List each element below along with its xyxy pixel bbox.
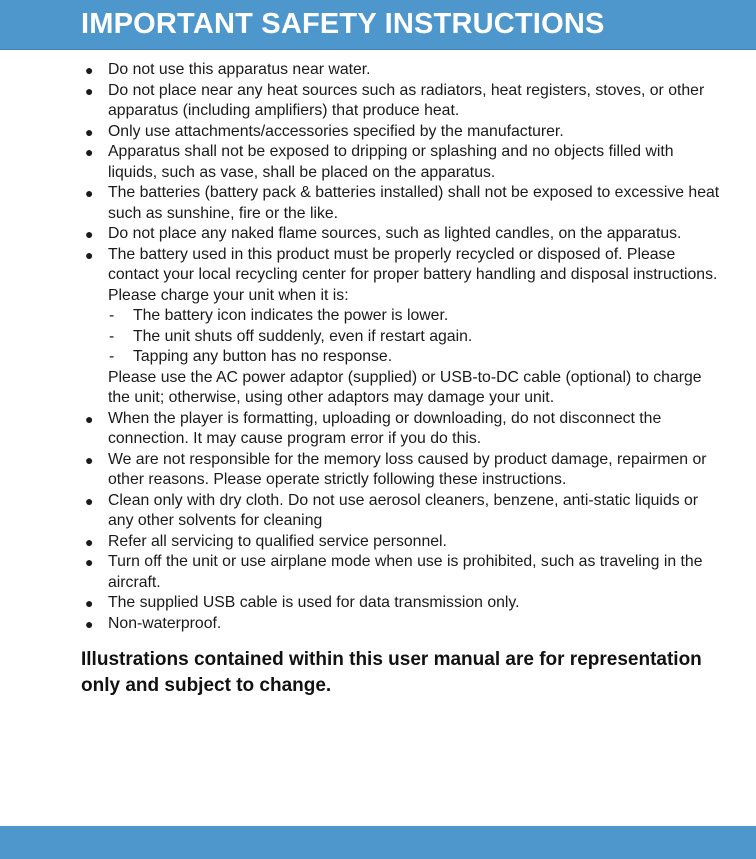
dash-marker: - [109,348,115,365]
bullet-icon: ● [85,123,94,140]
bullet-icon: ● [85,451,94,468]
rule-text: Refer all servicing to qualified service personnel. [108,532,447,550]
bullet-icon: ● [85,62,94,78]
bullet-icon: ● [85,246,94,263]
list-item [81,81,721,122]
list-item [81,60,721,81]
adaptor-note: Please use the AC power adaptor (supplied) or USB-to-DC cable (optional) to charge the unit; otherwise, using other adaptors may damage your unit. [108,368,702,406]
rule-text: Do not place any naked flame sources, such as lighted candles, on the apparatus. [108,225,682,242]
bullet-icon: ● [85,82,94,99]
rule-text: Do not place near any heat sources such as radiators, heat registers, stoves, or other apparatus (including amplifiers) that produce heat. [108,81,705,119]
rule-text: Turn off the unit or use airplane mode when use is prohibited, such as traveling in the aircraft. [108,553,703,591]
list-item [81,593,721,614]
bullet-icon: ● [85,410,94,427]
footer-bar [0,826,756,859]
rule-text: Non-waterproof. [108,614,222,632]
bullet-icon: ● [85,595,94,611]
list-item [81,491,721,532]
dash-marker: - [109,327,115,345]
charge-condition [108,327,721,348]
rule-text: The supplied USB cable is used for data transmission only. [108,594,520,611]
charge-condition-text: The unit shuts off suddenly, even if restart again. [133,327,473,345]
bullet-icon: ● [85,226,94,242]
list-item [81,122,721,143]
list-item [81,142,721,183]
bullet-icon: ● [85,533,94,550]
rule-text: Do not use this apparatus near water. [108,61,371,78]
safety-instructions-list [81,60,721,634]
bullet-icon: ● [85,144,94,160]
list-item [81,532,721,553]
page-title: IMPORTANT SAFETY INSTRUCTIONS [81,8,605,40]
rule-text: We are not responsible for the memory loss caused by product damage, repairmen or other reasons. Please operate strictly following these instructions. [108,450,707,488]
rule-text: Clean only with dry cloth. Do not use aerosol cleaners, benzene, anti-static liquids or any other solvents for cleaning [108,491,699,529]
disclaimer-note: Illustrations contained within this user manual are for representation only and subject to change. [81,649,702,696]
dash-marker: - [109,307,115,324]
header-bar [0,0,756,50]
list-item [81,224,721,245]
list-item [81,183,721,224]
bullet-icon: ● [85,615,94,632]
bullet-icon: ● [85,185,94,201]
bullet-icon: ● [85,492,94,509]
charge-condition-text: The battery icon indicates the power is lower. [133,307,449,324]
list-item [81,450,721,491]
list-item [81,552,721,593]
rule-text: Apparatus shall not be exposed to dripping or splashing and no objects filled with liquids, such as vase, shall be placed on the apparatus. [108,143,674,181]
battery-rule-text: The battery used in this product must be properly recycled or disposed of. Please contact your local recycling center for proper battery handling and disposal instructions. [108,245,718,283]
battery-list-item [81,245,721,409]
charge-condition [108,347,721,368]
list-item [81,614,721,635]
charge-intro: Please charge your unit when it is: [108,286,349,304]
rule-text: Only use attachments/accessories specified by the manufacturer. [108,122,564,140]
bullet-icon: ● [85,554,94,570]
instructions-content [81,60,721,699]
rule-text: When the player is formatting, uploading or downloading, do not disconnect the connection. It may cause program error if you do this. [108,409,662,447]
rule-text: The batteries (battery pack & batteries installed) shall not be exposed to excessive heat such as sunshine, fire or the like. [108,184,720,222]
charge-condition-text: Tapping any button has no response. [133,348,393,365]
charge-condition [108,306,721,327]
list-item [81,409,721,450]
